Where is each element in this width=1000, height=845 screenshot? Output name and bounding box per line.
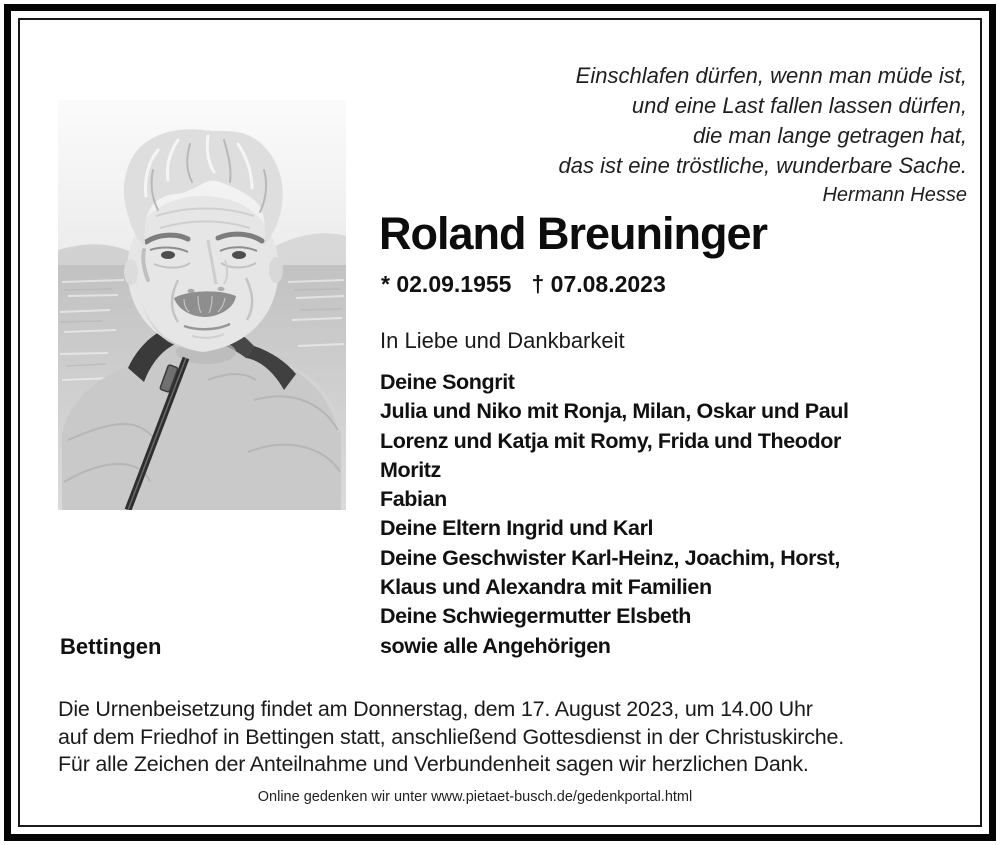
mourner-line: Fabian (380, 487, 447, 512)
deceased-name: Roland Breuninger (379, 208, 768, 259)
mourners-list (380, 368, 849, 661)
intro-line: In Liebe und Dankbarkeit (380, 328, 625, 353)
mourner-line: Klaus und Alexandra mit Familien (380, 575, 712, 600)
death-date (531, 271, 665, 297)
portrait-photo (58, 100, 346, 510)
died-date-value: 07.08.2023 (550, 271, 666, 297)
funeral-line: Für alle Zeichen der Anteilnahme und Verbundenheit sagen wir herzlichen Dank. (58, 752, 809, 776)
birth-date (381, 271, 511, 297)
quote-attribution: Hermann Hesse (822, 184, 967, 206)
mourner-line: Deine Eltern Ingrid und Karl (380, 516, 654, 541)
mourner-line: Deine Songrit (380, 370, 515, 394)
mourner-line: Lorenz und Katja mit Romy, Frida und Theodor (380, 428, 841, 453)
mourner-line: Deine Geschwister Karl-Heinz, Joachim, Horst, (380, 545, 840, 570)
memorial-url: Online gedenken wir unter www.pietaet-busch.de/gedenkportal.html (257, 789, 693, 805)
portrait-illustration (58, 100, 346, 510)
quote-line: und eine Last fallen lassen dürfen, (631, 93, 967, 118)
mourner-line: Deine Schwiegermutter Elsbeth (380, 604, 691, 629)
born-date-value: 02.09.1955 (396, 271, 512, 297)
memorial-quote (400, 61, 967, 208)
quote-line: die man lange getragen hat, (693, 123, 967, 148)
died-symbol: † (531, 271, 545, 297)
place-name: Bettingen (60, 634, 162, 659)
quote-line: das ist eine tröstliche, wunderbare Sache. (558, 153, 967, 178)
quote-line: Einschlafen dürfen, wenn man müde ist, (575, 63, 967, 88)
mourner-line: Julia und Niko mit Ronja, Milan, Oskar und Paul (380, 399, 849, 424)
funeral-details (58, 696, 844, 779)
life-dates (381, 271, 666, 298)
funeral-line: auf dem Friedhof in Bettingen statt, anschließend Gottesdienst in der Christuskirche. (58, 724, 845, 749)
mourner-line: Moritz (380, 457, 441, 482)
funeral-line: Die Urnenbeisetzung findet am Donnerstag, dem 17. August 2023, um 14.00 Uhr (58, 697, 813, 721)
born-symbol: * (381, 271, 390, 297)
mourner-line: sowie alle Angehörigen (380, 633, 611, 658)
